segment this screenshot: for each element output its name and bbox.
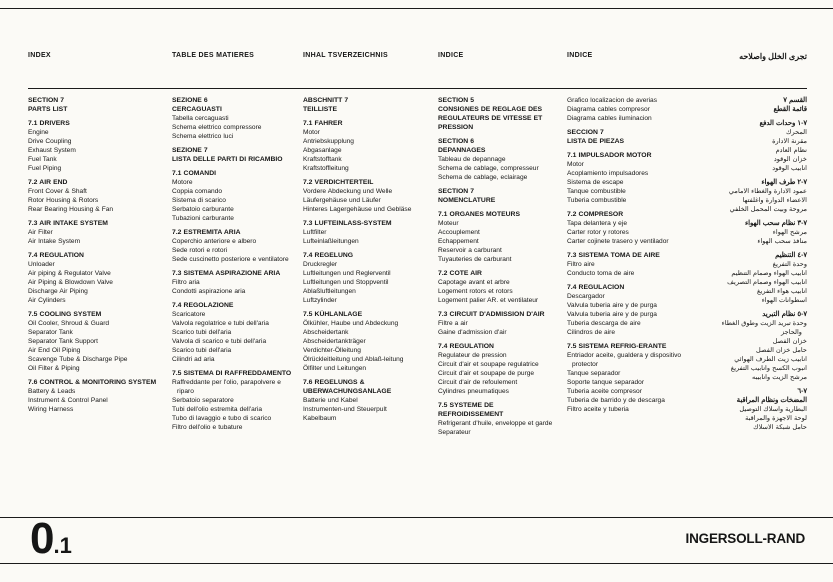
index-entry: Cilindros de aire — [567, 329, 616, 336]
index-entry: Kabelbaum — [303, 415, 337, 422]
index-entry: Scavenge Tube & Discharge Pipe — [28, 356, 128, 363]
index-entry: Unloader — [28, 261, 55, 268]
index-heading: SECCION 7 — [567, 129, 604, 136]
index-entry: Entriador aceite, gualdera y dispositivo protector — [567, 352, 682, 368]
index-entry: حامل شبكة الاسلاك — [753, 424, 807, 431]
index-heading: ٧-٤ التنظيم — [775, 252, 807, 259]
index-entry: انابيب الوقود — [772, 165, 807, 172]
index-entry: Tuberia combustible — [567, 197, 627, 204]
footer-top-rule — [0, 517, 833, 518]
index-heading: 7.2 COMPRESOR — [567, 211, 624, 218]
index-entry: Oil Cooler, Shroud & Guard — [28, 320, 110, 327]
header-index-english: INDEX — [28, 52, 51, 59]
index-heading: 7.3 SISTEMA ASPIRAZIONE ARIA — [172, 270, 281, 277]
index-entry: انابيب الهواء وصمام التنظيم — [731, 270, 807, 277]
index-entry: Batterie und Kabel — [303, 397, 358, 404]
index-entry: Tapa delantera y eje — [567, 220, 627, 227]
index-column-arabic — [700, 96, 807, 432]
index-entry: Front Cover & Shaft — [28, 188, 87, 195]
index-heading: 7.3 CIRCUIT D'ADMISSION D'AIR — [438, 311, 545, 318]
index-entry: Schema de cablage, compresseur — [438, 165, 539, 172]
index-entry: Rear Bearing Housing & Fan — [28, 206, 114, 213]
index-heading: 7.1 FAHRER — [303, 120, 343, 127]
index-entry: Circuit d'air et soupape de purge — [438, 370, 535, 377]
index-heading: SEZIONE 7 — [172, 147, 208, 154]
index-entry: Tubi dell'olio estremita dell'aria — [172, 406, 263, 413]
index-heading: 7.1 DRIVERS — [28, 120, 70, 127]
index-entry: Valvula tuberia aire y de purga — [567, 311, 657, 318]
index-entry: Kraftstoffleitung — [303, 165, 349, 172]
page-number-major: 0 — [30, 514, 54, 563]
index-entry: Filtro aire — [567, 261, 595, 268]
index-entry: Regulateur de pression — [438, 352, 507, 359]
index-entry: Moteur — [438, 220, 459, 227]
index-entry: Tubazioni carburante — [172, 215, 234, 222]
index-entry: Motor — [303, 129, 320, 136]
index-entry: Sistema de escape — [567, 179, 624, 186]
index-entry: Filtro aria — [172, 279, 200, 286]
index-entry: Scarico tubi dell'aria — [172, 329, 232, 336]
index-heading: 7.1 IMPULSADOR MOTOR — [567, 152, 652, 159]
index-entry: Discharge Air Piping — [28, 288, 88, 295]
index-entry: وحدة التفريغ — [772, 261, 807, 268]
index-entry: Tuberia de barrido y de descarga — [567, 397, 665, 404]
index-entry: انابيب زيت الطرف الهوائي — [734, 356, 807, 363]
index-entry: انبوب الكسح وانابيب التفريغ — [730, 365, 807, 372]
index-entry: Tanque separador — [567, 370, 621, 377]
index-entry: Sede rotori e rotori — [172, 247, 228, 254]
index-entry: Filtro aceite y tuberia — [567, 406, 629, 413]
index-entry: Luftleitungen und Reglerventil — [303, 270, 391, 277]
index-entry: Tubo di lavaggio e tubo di scarico — [172, 415, 272, 422]
index-heading: SEZIONE 6 — [172, 97, 208, 104]
index-entry: Battery & Leads — [28, 388, 76, 395]
index-heading: 7.6 REGELUNGS & UBERWACHUNGSANLAGE — [303, 379, 392, 395]
index-heading: LISTA DELLE PARTI DI RICAMBIO — [172, 156, 283, 163]
index-heading: 7.5 COOLING SYSTEM — [28, 311, 102, 318]
index-entry: Instrumenten-und Steuerpult — [303, 406, 387, 413]
index-heading: SECTION 6 — [438, 138, 475, 145]
index-entry: Tuberia aceite compresor — [567, 388, 642, 395]
index-entry: Tabella cercaguasti — [172, 115, 229, 122]
index-heading: SECTION 7 — [438, 188, 475, 195]
index-entry: Schema elettrico compressore — [172, 124, 262, 131]
index-heading: SECTION 5 — [438, 97, 475, 104]
index-heading: LISTA DE PIEZAS — [567, 138, 625, 145]
index-entry: Separator Tank Support — [28, 338, 98, 345]
index-entry: Accouplement — [438, 229, 480, 236]
index-heading: PARTS LIST — [28, 106, 68, 113]
index-column-spanish — [567, 96, 691, 414]
index-entry: مقرنة الادارة — [772, 138, 807, 145]
index-entry: Exhaust System — [28, 147, 76, 154]
index-heading: TEILLISTE — [303, 106, 337, 113]
index-heading: 7.2 COTE AIR — [438, 270, 482, 277]
index-entry: لوحة الاجهزة والمراقبة — [745, 415, 807, 422]
index-heading: CONSIGNES DE REGLAGE DES REGULATEURS DE VITESSE ET PRESSION — [438, 106, 543, 131]
index-heading: 7.2 AIR END — [28, 179, 68, 186]
index-entry: حامل خزان الفصل — [756, 347, 807, 354]
index-entry: Tuberia descarga de aire — [567, 320, 641, 327]
index-entry: نظام العادم — [775, 147, 807, 154]
index-entry: Cylindres pneumatiques — [438, 388, 509, 395]
index-entry: Fuel Piping — [28, 165, 62, 172]
index-entry: Air piping & Regulator Valve — [28, 270, 111, 277]
index-entry: Druckregler — [303, 261, 338, 268]
index-entry: خزان الفصل — [772, 338, 807, 345]
index-heading: ABSCHNITT 7 — [303, 97, 349, 104]
index-entry: البطارية واسلاك التوصيل — [739, 406, 807, 413]
index-heading: 7.3 LUFTEINLASS-SYSTEM — [303, 220, 392, 227]
index-entry: Reservoir a carburant — [438, 247, 502, 254]
index-entry: Ölkühler, Haube und Abdeckung — [303, 320, 399, 327]
index-entry: مرشح الزيت وانابيبه — [751, 374, 807, 381]
header-table-des-matieres: TABLE DES MATIERES — [172, 52, 255, 59]
index-entry: المحرك — [786, 129, 807, 136]
index-entry: مرشح الهواء — [772, 229, 807, 236]
index-entry: Logement palier AR. et ventilateur — [438, 297, 539, 304]
index-heading: SECTION 7 — [28, 97, 65, 104]
index-heading: 7.1 COMANDI — [172, 170, 217, 177]
index-entry: Ölfilter und Leitungen — [303, 365, 367, 372]
index-entry: Gaine d'admission d'air — [438, 329, 507, 336]
index-entry: Tableau de depannage — [438, 156, 506, 163]
index-entry: Serbatoio separatore — [172, 397, 234, 404]
index-entry: Schema elettrico luci — [172, 133, 234, 140]
index-entry: Cilindri ad aria — [172, 356, 215, 363]
index-entry: مروحة وبيت المحمل الخلفي — [729, 206, 807, 213]
index-entry: عمود الادارة والغطاء الامامي — [728, 188, 807, 195]
index-entry: Verdichter-Ölleitung — [303, 347, 361, 354]
index-entry: Scarico tubi dell'aria — [172, 347, 232, 354]
index-heading: 7.5 KÜHLANLAGE — [303, 311, 363, 318]
index-entry: Oil Filter & Piping — [28, 365, 80, 372]
index-entry: Air Cylinders — [28, 297, 66, 304]
index-entry: Filtre a air — [438, 320, 468, 327]
index-entry: Logement rotors et rotors — [438, 288, 513, 295]
index-entry: Capotage avant et arbre — [438, 279, 510, 286]
index-columns — [28, 96, 807, 516]
header-underline — [28, 88, 807, 89]
index-entry: Rotor Housing & Rotors — [28, 197, 99, 204]
index-entry: Tuyauteries de carburant — [438, 256, 512, 263]
index-column-french — [438, 96, 558, 437]
index-entry: Separateur — [438, 429, 471, 436]
index-entry: Ölrückleitleitung und Ablaß-leitung — [303, 356, 404, 363]
index-heading: NOMENCLATURE — [438, 197, 496, 204]
index-entry: انابيب الهواء وصمام التصريف — [727, 279, 807, 286]
index-heading: ٧-٣ نظام سحب الهواء — [744, 220, 807, 227]
index-column-german — [303, 96, 429, 423]
index-entry: Diagrama cables iluminacion — [567, 115, 652, 122]
index-entry: Diagrama cables compresor — [567, 106, 650, 113]
index-heading: ٧-٥ نظام التبريد — [762, 311, 807, 318]
index-entry: Ablaßluftleitungen — [303, 288, 356, 295]
page-number-minor: .1 — [53, 533, 72, 558]
index-entry: Soporte tanque separador — [567, 379, 645, 386]
index-entry: Abscheidertank — [303, 329, 349, 336]
index-entry: Abgasanlage — [303, 147, 342, 154]
bottom-rule — [0, 563, 833, 564]
index-entry: Drive Coupling — [28, 138, 72, 145]
index-heading: 7.4 REGOLAZIONE — [172, 302, 234, 309]
index-column-english — [28, 96, 163, 414]
index-entry: Lufteinlaßleitungen — [303, 238, 359, 245]
index-entry: Valvula tuberia aire y de purga — [567, 302, 657, 309]
index-entry: Tanque combustible — [567, 188, 626, 195]
index-entry: خزان الوقود — [773, 156, 807, 163]
index-heading: قائمة القطع — [773, 106, 807, 113]
index-column-italian — [172, 96, 294, 432]
index-heading: DEPANNAGES — [438, 147, 486, 154]
index-entry: وحدة تبريد الزيت وطوق الغطاء والحاجز — [721, 320, 807, 336]
index-heading: ٧-١ وحدات الدفع — [759, 120, 807, 127]
index-entry: انابيب هواء التفريغ — [756, 288, 807, 295]
index-entry: Wiring Harness — [28, 406, 74, 413]
index-entry: Carter cojinete trasero y ventilador — [567, 238, 669, 245]
index-entry: Kraftstofftank — [303, 156, 342, 163]
index-heading: 7.5 SISTEMA REFRIG-ERANTE — [567, 343, 667, 350]
top-rule — [0, 8, 833, 9]
index-entry: Valvola di scarico e tubi dell'aria — [172, 338, 267, 345]
index-entry: اسطوانات الهواء — [761, 297, 807, 304]
index-heading: ٧-٢ طرف الهواء — [761, 179, 807, 186]
index-heading: ٧-٦ — [797, 388, 807, 395]
index-entry: Sede cuscinetto posteriore e ventilatore — [172, 256, 289, 263]
index-heading: 7.5 SISTEMA DI RAFFREDDAMENTO — [172, 370, 292, 377]
index-entry: Refrigerant d'huile, enveloppe et garde — [438, 420, 553, 427]
page-number — [30, 514, 72, 563]
index-entry: Coppia comando — [172, 188, 223, 195]
index-heading: 7.4 REGELUNG — [303, 252, 354, 259]
index-heading: المضخات ونظام المراقبة — [736, 397, 807, 404]
header-inhaltsverzeichnis: INHAL TSVERZEICHNIS — [303, 52, 388, 59]
index-entry: Motor — [567, 161, 584, 168]
index-heading: 7.3 AIR INTAKE SYSTEM — [28, 220, 108, 227]
index-entry: Instrument & Control Panel — [28, 397, 108, 404]
brand-logo: INGERSOLL-RAND — [685, 531, 805, 546]
index-heading: 7.4 REGULACION — [567, 284, 625, 291]
index-entry: Antriebskupplung — [303, 138, 354, 145]
index-entry: Luftzylinder — [303, 297, 337, 304]
index-entry: Grafico localizacion de averias — [567, 97, 658, 104]
index-entry: Separator Tank — [28, 329, 73, 336]
index-heading: 7.3 SISTEMA TOMA DE AIRE — [567, 252, 660, 259]
index-heading: 7.4 REGULATION — [28, 252, 84, 259]
index-entry: Conducto toma de aire — [567, 270, 635, 277]
header-indice-french: INDICE — [438, 52, 464, 59]
index-entry: Raffreddante per l'olio, parapolvere e riparo — [172, 379, 281, 395]
index-entry: Air Piping & Blowdown Valve — [28, 279, 113, 286]
header-indice-spanish: INDICE — [567, 52, 593, 59]
index-entry: Engine — [28, 129, 49, 136]
column-headers — [28, 52, 807, 61]
index-entry: Fuel Tank — [28, 156, 57, 163]
index-heading: 7.4 REGULATION — [438, 343, 494, 350]
index-entry: Carter rotor y rotores — [567, 229, 629, 236]
index-entry: Luftleitungen und Stoppventil — [303, 279, 389, 286]
index-entry: Hinteres Lagergehäuse und Gebläse — [303, 206, 412, 213]
index-entry: Sistema di scarico — [172, 197, 226, 204]
header-arabic: تجرى الخلل واصلاحه — [739, 52, 807, 61]
index-entry: Air Filter — [28, 229, 53, 236]
index-heading: القسم ٧ — [783, 97, 807, 104]
index-entry: Scaricatore — [172, 311, 206, 318]
index-entry: Vordere Abdeckung und Welle — [303, 188, 393, 195]
index-entry: Schema de cablage, eclairage — [438, 174, 528, 181]
index-entry: Echappement — [438, 238, 479, 245]
index-entry: Air End Oil Piping — [28, 347, 81, 354]
index-entry: Valvola regolatrice e tubi dell'aria — [172, 320, 269, 327]
index-entry: Acoplamiento impulsadores — [567, 170, 649, 177]
index-entry: Filtro dell'olio e tubature — [172, 424, 243, 431]
index-heading: CERCAGUASTI — [172, 106, 222, 113]
index-heading: 7.2 VERDICHTERTEIL — [303, 179, 374, 186]
index-entry: Abscheidertankträger — [303, 338, 366, 345]
index-entry: Luftfilter — [303, 229, 327, 236]
index-heading: 7.6 CONTROL & MONITORING SYSTEM — [28, 379, 157, 386]
index-entry: Condotti aspirazione aria — [172, 288, 246, 295]
index-entry: منافذ سحب الهواء — [757, 238, 807, 245]
index-entry: Coperchio anteriore e albero — [172, 238, 257, 245]
index-entry: Motore — [172, 179, 193, 186]
index-heading: 7.2 ESTREMITA ARIA — [172, 229, 241, 236]
index-entry: Air Intake System — [28, 238, 81, 245]
index-heading: 7.1 ORGANES MOTEURS — [438, 211, 520, 218]
index-heading: 7.5 SYSTEME DE REFROIDISSEMENT — [438, 402, 504, 418]
index-entry: Läufergehäuse und Läufer — [303, 197, 381, 204]
index-entry: الاعضاء الدوارة واغلفتها — [742, 197, 807, 204]
index-entry: Descargador — [567, 293, 605, 300]
index-entry: Circuit d'air et soupape regulatrice — [438, 361, 539, 368]
index-entry: Serbatoio carburante — [172, 206, 234, 213]
index-entry: Circuit d'air de refoulement — [438, 379, 518, 386]
